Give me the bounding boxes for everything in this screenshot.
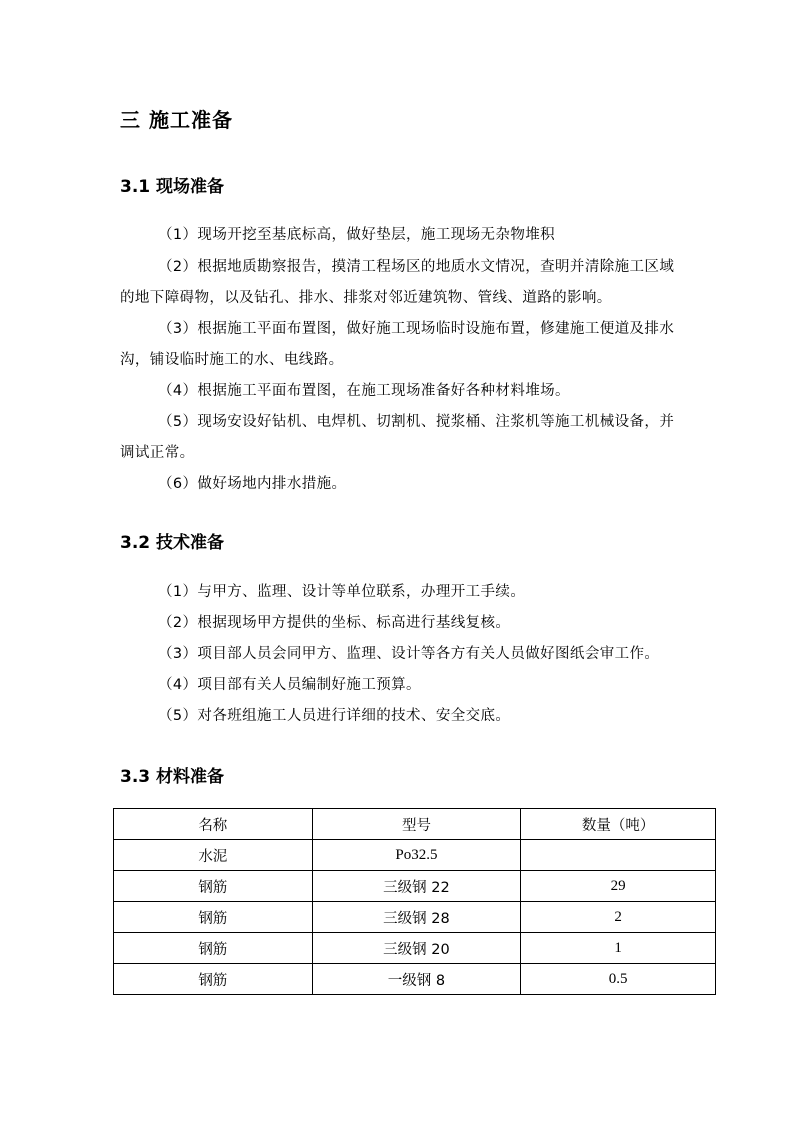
- cell-quantity: 2: [521, 902, 716, 933]
- heading-3-3: 3.3 材料准备: [120, 767, 225, 787]
- s31-item-5: （5）现场安设好钻机、电焊机、切割机、搅浆桶、注浆机等施工机械设备，并: [158, 414, 675, 430]
- cell-model: Po32.5: [312, 840, 521, 871]
- materials-table: [113, 808, 716, 995]
- table-row: [114, 902, 716, 933]
- cell-name: 钢筋: [114, 902, 313, 933]
- s31-item-3-cont: 沟，铺设临时施工的水、电线路。: [120, 352, 344, 368]
- cell-quantity: 1: [521, 933, 716, 964]
- cell-quantity: 29: [521, 871, 716, 902]
- s32-item-1: （1）与甲方、监理、设计等单位联系，办理开工手续。: [158, 584, 526, 600]
- s31-item-2: （2）根据地质勘察报告，摸清工程场区的地质水文情况，查明并清除施工区域: [158, 259, 675, 275]
- table-row: [114, 871, 716, 902]
- table-row: [114, 840, 716, 871]
- table-header-row: [114, 809, 716, 840]
- cell-name: 钢筋: [114, 871, 313, 902]
- s32-item-5: （5）对各班组施工人员进行详细的技术、安全交底。: [158, 708, 511, 724]
- s32-item-3: （3）项目部人员会同甲方、监理、设计等各方有关人员做好图纸会审工作。: [158, 646, 660, 662]
- cell-name: 水泥: [114, 840, 313, 871]
- s31-item-2-cont: 的地下障碍物，以及钻孔、排水、排浆对邻近建筑物、管线、道路的影响。: [120, 290, 612, 306]
- s32-item-4: （4）项目部有关人员编制好施工预算。: [158, 677, 421, 693]
- table-row: [114, 964, 716, 995]
- cell-name: 钢筋: [114, 933, 313, 964]
- section-title: 三 施工准备: [120, 108, 233, 132]
- heading-3-1: 3.1 现场准备: [120, 177, 225, 197]
- s31-item-4: （4）根据施工平面布置图，在施工现场准备好各种材料堆场。: [158, 383, 570, 399]
- table-row: [114, 933, 716, 964]
- s31-item-6: （6）做好场地内排水措施。: [158, 476, 347, 492]
- cell-model: 三级钢 20: [312, 933, 521, 964]
- s31-item-3: （3）根据施工平面布置图，做好施工现场临时设施布置，修建施工便道及排水: [158, 321, 675, 337]
- cell-model: 一级钢 8: [312, 964, 521, 995]
- s32-item-2: （2）根据现场甲方提供的坐标、标高进行基线复核。: [158, 615, 511, 631]
- s31-item-1: （1）现场开挖至基底标高，做好垫层，施工现场无杂物堆积: [158, 227, 556, 243]
- cell-name: 钢筋: [114, 964, 313, 995]
- heading-3-2: 3.2 技术准备: [120, 533, 225, 553]
- header-quantity: 数量（吨）: [521, 809, 716, 840]
- cell-model: 三级钢 28: [312, 902, 521, 933]
- cell-quantity: [521, 840, 716, 871]
- header-model: 型号: [312, 809, 521, 840]
- s31-item-5-cont: 调试正常。: [120, 445, 195, 461]
- cell-quantity: 0.5: [521, 964, 716, 995]
- header-name: 名称: [114, 809, 313, 840]
- cell-model: 三级钢 22: [312, 871, 521, 902]
